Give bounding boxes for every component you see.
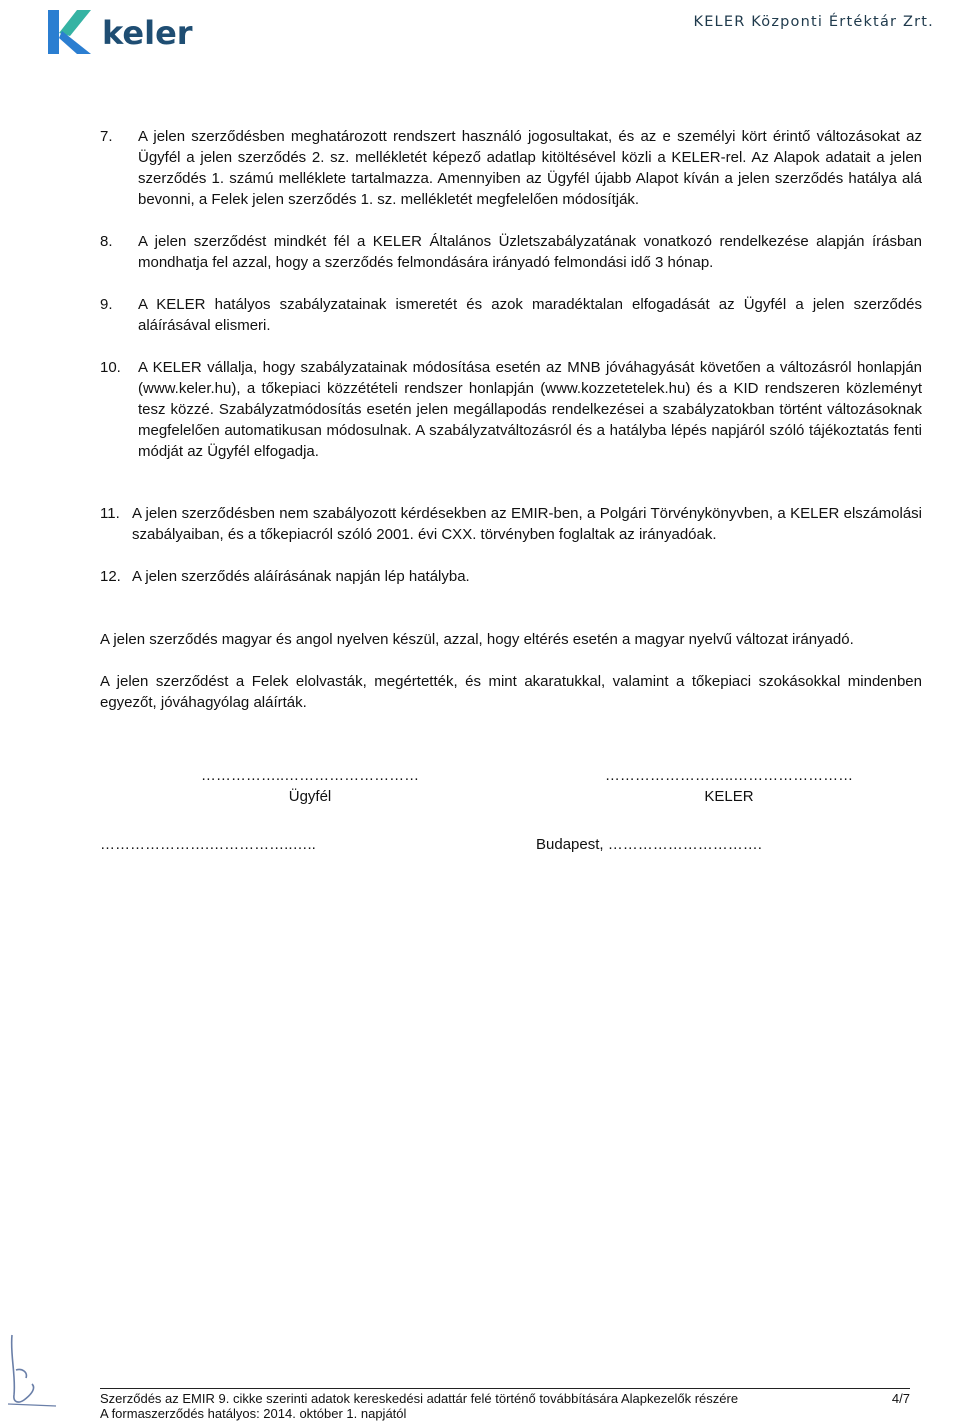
clause-12 <box>100 566 922 587</box>
place-dots: ………………….……………..….. <box>100 836 316 853</box>
page-number: 4/7 <box>891 1391 910 1406</box>
logo-wordmark: keler <box>102 14 193 52</box>
document-body <box>100 126 922 878</box>
clause-10 <box>100 357 922 462</box>
clause-number: 9. <box>100 296 113 313</box>
client-label: Ügyfél <box>288 788 332 805</box>
clause-number: 12. <box>100 568 121 585</box>
clause-number: 7. <box>100 128 113 145</box>
clause-text: A KELER vállalja, hogy szabályzatainak módosítása esetén az MNB jóváhagyását követően a változásról honlapján (www.keler.hu), a tőkepiaci közzétételi rendszer honlapján (www.kozzetetelek.hu) és a KID rendszeren közleményt tesz közzé. Szabályzatmódosítás esetén jelen megállapodás rendelkezései a szabályzatokban történt változásoknak megfelelően automatikusan módosulnak. A szabályzatváltozásról és a hatályba lépés napjáról szóló tájékoztatás fenti módját az Ügyfél elfogadja. <box>138 359 922 460</box>
signature-dots: ……………………..…………………… <box>604 767 854 784</box>
signing-paragraph: A jelen szerződést a Felek elolvasták, megértették, és mint akaratukkal, valamint a tőkepiaci szokásokkal mindenben egyezőt, jóváhagyólag aláírták. <box>100 673 922 711</box>
signature-row <box>100 765 922 809</box>
clause-text: A jelen szerződést mindkét fél a KELER Általános Üzletszabályzatának vonatkozó rendelkezése alapján írásban mondhatja fel azzal, hogy a szerződés felmondására irányadó felmondási idő 3 hónap. <box>138 233 922 271</box>
clause-text: A jelen szerződés aláírásának napján lép hatályba. <box>132 568 470 585</box>
footer-title: Szerződés az EMIR 9. cikke szerinti adatok kereskedési adattár felé történő továbbítására Alapkezelők részére <box>100 1391 739 1406</box>
clause-number: 10. <box>100 359 121 376</box>
clause-9 <box>100 294 922 336</box>
clause-number: 8. <box>100 233 113 250</box>
keler-logo <box>44 7 214 57</box>
clause-11 <box>100 503 922 545</box>
clause-7 <box>100 126 922 210</box>
place-date-row <box>100 834 922 878</box>
language-paragraph: A jelen szerződés magyar és angol nyelven készül, azzal, hogy eltérés esetén a magyar nyelvű változat irányadó. <box>100 631 854 648</box>
clause-text: A jelen szerződésben meghatározott rendszert használó jogosultakat, és az e személyi kört érintő változásokat az Ügyfél a jelen szerződés 2. sz. mellékletét képező adatlap kitöltésével közli a KELER-rel. Az Alapok adatait a jelen szerződés 1. számú melléklete tartalmazza. Amennyiben az Ügyfél újabb Alapot kíván a jelen szerződés hatálya alá bevonni, a Felek jelen szerződés 1. sz. mellékletét megfelelően módosítják. <box>138 128 922 208</box>
clause-number: 11. <box>100 505 120 522</box>
signature-scribble-icon <box>2 1330 58 1410</box>
clause-text: A KELER hatályos szabályzatainak ismeretét és azok maradéktalan elfogadását az Ügyfél a jelen szerződés aláírásával elismeri. <box>138 296 922 334</box>
keler-signature <box>536 765 922 807</box>
clause-text: A jelen szerződésben nem szabályozott kérdésekben az EMIR-ben, a Polgári Törvénykönyvben, a KELER elszámolási szabályaiban, és a tőkepiacról szóló 2001. évi CXX. törvényben foglaltak az irányadóak. <box>132 505 922 543</box>
client-signature <box>100 765 520 807</box>
clause-8 <box>100 231 922 273</box>
place-date: Budapest, …………………………. <box>536 836 762 853</box>
page-header <box>0 0 960 70</box>
company-name: KELER Központi Értéktár Zrt. <box>693 14 934 30</box>
keler-label: KELER <box>704 788 754 805</box>
page-footer <box>100 1388 910 1421</box>
footer-effective-date: A formaszerződés hatályos: 2014. október 1. napjától <box>100 1406 407 1421</box>
signature-dots: ……………..……………………… <box>200 767 420 784</box>
